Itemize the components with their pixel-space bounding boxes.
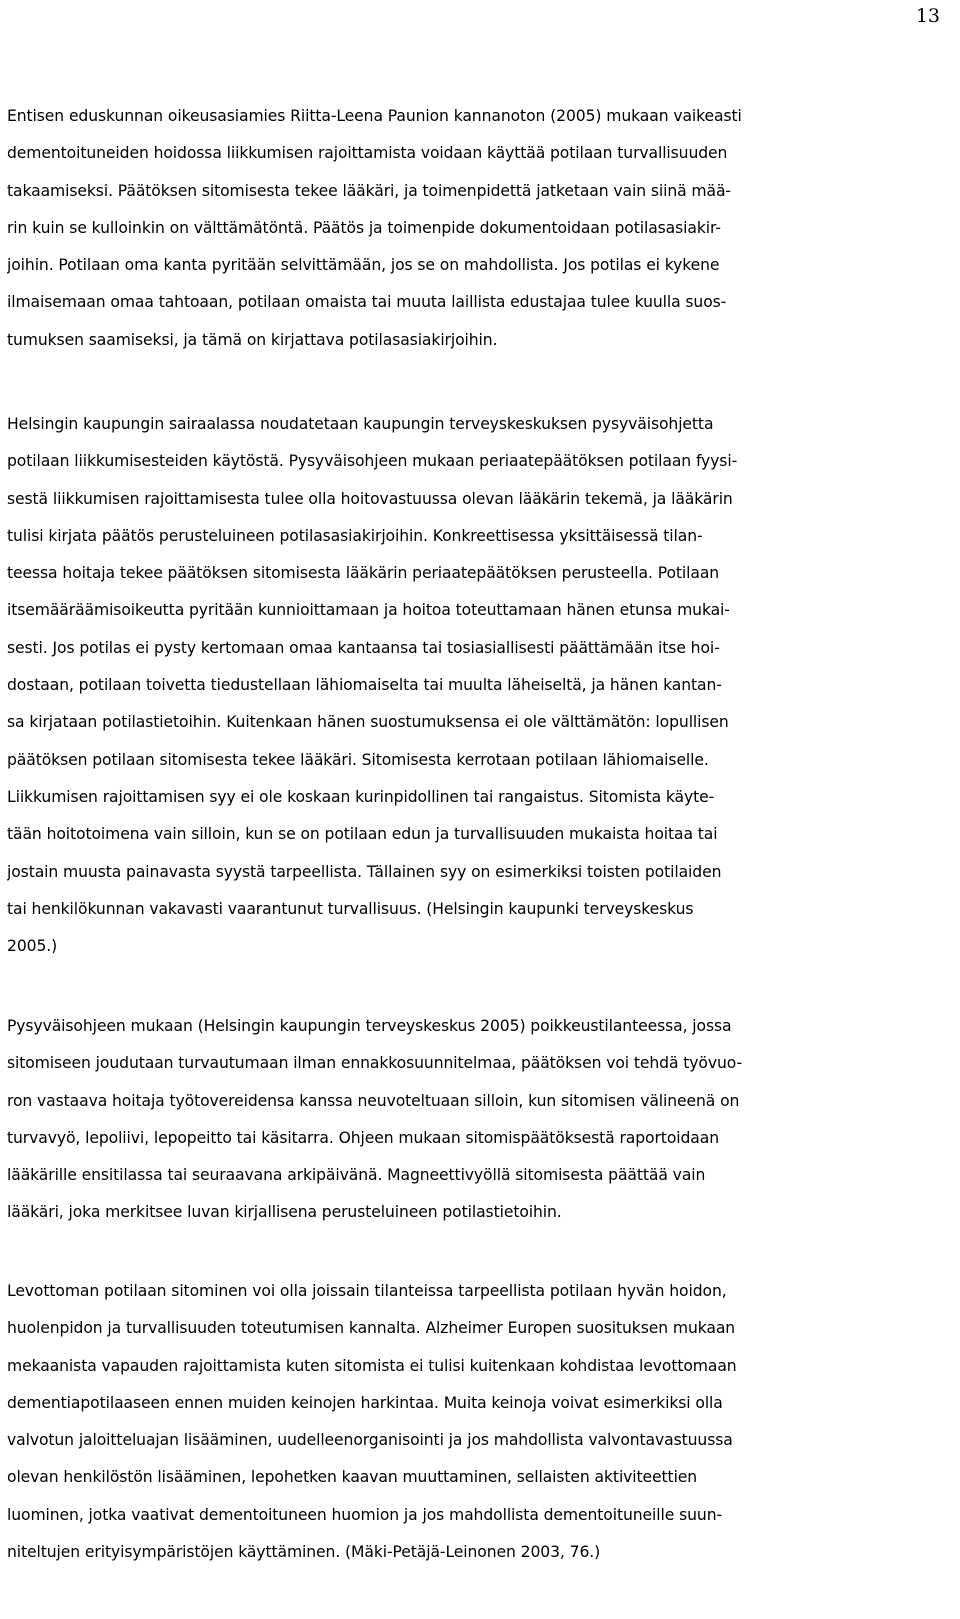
text-line: huolenpidon ja turvallisuuden toteutumisen kannalta. Alzheimer Europen suosituksen mukaan	[7, 1319, 736, 1338]
text-line: ron vastaava hoitaja työtovereidensa kanssa neuvoteltuaan silloin, kun sitomisen välineenä on	[7, 1091, 740, 1110]
text-line: niteltujen erityisympäristöjen käyttäminen. (Mäki-Petäjä-Leinonen 2003, 76.)	[7, 1543, 601, 1562]
text-line: päätöksen potilaan sitomisesta tekee lääkäri. Sitomisesta kerrotaan potilaan lähiomaiselle.	[7, 750, 709, 769]
text-line: dostaan, potilaan toivetta tiedustellaan lähiomaiselta tai muulta läheiseltä, ja hänen kantan-	[7, 676, 722, 695]
paragraph-4	[7, 1273, 929, 1571]
text-line: rin kuin se kulloinkin on välttämätöntä. Päätös ja toimenpide dokumentoidaan potilasasiakir-	[7, 218, 721, 237]
text-line: dementoituneiden hoidossa liikkumisen rajoittamista voidaan käyttää potilaan turvallisuuden	[7, 144, 728, 163]
page-number: 13	[915, 5, 940, 27]
text-line: olevan henkilöstön lisääminen, lepohetken kaavan muuttaminen, sellaisten aktiviteettien	[7, 1468, 698, 1487]
text-line: takaamiseksi. Päätöksen sitomisesta tekee lääkäri, ja toimenpidettä jatketaan vain siinä mää-	[7, 181, 731, 200]
text-line: tulisi kirjata päätös perusteluineen potilasasiakirjoihin. Konkreettisessa yksittäisessä tilan-	[7, 526, 703, 545]
text-line: lääkäri, joka merkitsee luvan kirjallisena perusteluineen potilastietoihin.	[7, 1203, 562, 1222]
text-line: Helsingin kaupungin sairaalassa noudatetaan kaupungin terveyskeskuksen pysyväisohjetta	[7, 415, 714, 433]
text-line: tään hoitotoimena vain silloin, kun se on potilaan edun ja turvallisuuden mukaista hoitaa tai	[7, 825, 718, 844]
text-line: Entisen eduskunnan oikeusasiamies Riitta-Leena Paunion kannanoton (2005) mukaan vaikeasti	[7, 107, 742, 125]
text-line: jostain muusta painavasta syystä tarpeellista. Tällainen syy on esimerkiksi toisten potilaiden	[7, 862, 722, 881]
text-line: teessa hoitaja tekee päätöksen sitomisesta lääkärin periaatepäätöksen perusteella. Potilaan	[7, 564, 720, 583]
text-line: itsemääräämisoikeutta pyritään kunnioittamaan ja hoitoa toteuttamaan hänen etunsa mukai-	[7, 601, 730, 620]
text-line: Levottoman potilaan sitominen voi olla joissain tilanteissa tarpeellista potilaan hyvän hoidon,	[7, 1282, 727, 1300]
text-line: tumuksen saamiseksi, ja tämä on kirjattava potilasasiakirjoihin.	[7, 330, 498, 349]
paragraph-3	[7, 1008, 929, 1232]
paragraph-1	[7, 98, 929, 359]
text-line: Liikkumisen rajoittamisen syy ei ole koskaan kurinpidollinen tai rangaistus. Sitomista käyte-	[7, 787, 715, 806]
text-line: tai henkilökunnan vakavasti vaarantunut turvallisuus. (Helsingin kaupunki terveyskeskus	[7, 899, 694, 918]
text-line: sitomiseen joudutaan turvautumaan ilman ennakkosuunnitelmaa, päätöksen voi tehdä työvuo-	[7, 1054, 743, 1073]
text-line: Pysyväisohjeen mukaan (Helsingin kaupungin terveyskeskus 2005) poikkeustilanteessa, jossa	[7, 1017, 732, 1035]
text-line: valvotun jaloitteluajan lisääminen, uudelleenorganisointi ja jos mahdollista valvontavastuussa	[7, 1431, 733, 1450]
text-line: sesti. Jos potilas ei pysty kertomaan omaa kantaansa tai tosiasiallisesti päättämään itse hoi-	[7, 638, 720, 657]
text-line: luominen, jotka vaativat dementoituneen huomion ja jos mahdollista dementoituneille suun-	[7, 1505, 722, 1524]
text-line: lääkärille ensitilassa tai seuraavana arkipäivänä. Magneettivyöllä sitomisesta päättää vain	[7, 1166, 706, 1185]
text-line: turvavyö, lepoliivi, lepopeitto tai käsitarra. Ohjeen mukaan sitomispäätöksestä raportoidaan	[7, 1128, 719, 1147]
text-line: dementiapotilaaseen ennen muiden keinojen harkintaa. Muita keinoja voivat esimerkiksi olla	[7, 1393, 723, 1412]
text-line: sestä liikkumisen rajoittamisesta tulee olla hoitovastuussa olevan lääkärin tekemä, ja lääkärin	[7, 489, 733, 508]
text-line: sa kirjataan potilastietoihin. Kuitenkaan hänen suostumuksensa ei ole välttämätön: lopullisen	[7, 713, 729, 732]
paragraph-2	[7, 406, 929, 965]
text-line: ilmaisemaan omaa tahtoaan, potilaan omaista tai muuta laillista edustajaa tulee kuulla suos-	[7, 293, 727, 312]
text-line: joihin. Potilaan oma kanta pyritään selvittämään, jos se on mahdollista. Jos potilas ei kykene	[7, 256, 720, 275]
text-line: 2005.)	[7, 937, 58, 956]
text-line: potilaan liikkumisesteiden käytöstä. Pysyväisohjeen mukaan periaatepäätöksen potilaan fyysi-	[7, 452, 738, 471]
text-line: mekaanista vapauden rajoittamista kuten sitomista ei tulisi kuitenkaan kohdistaa levottomaan	[7, 1356, 737, 1375]
